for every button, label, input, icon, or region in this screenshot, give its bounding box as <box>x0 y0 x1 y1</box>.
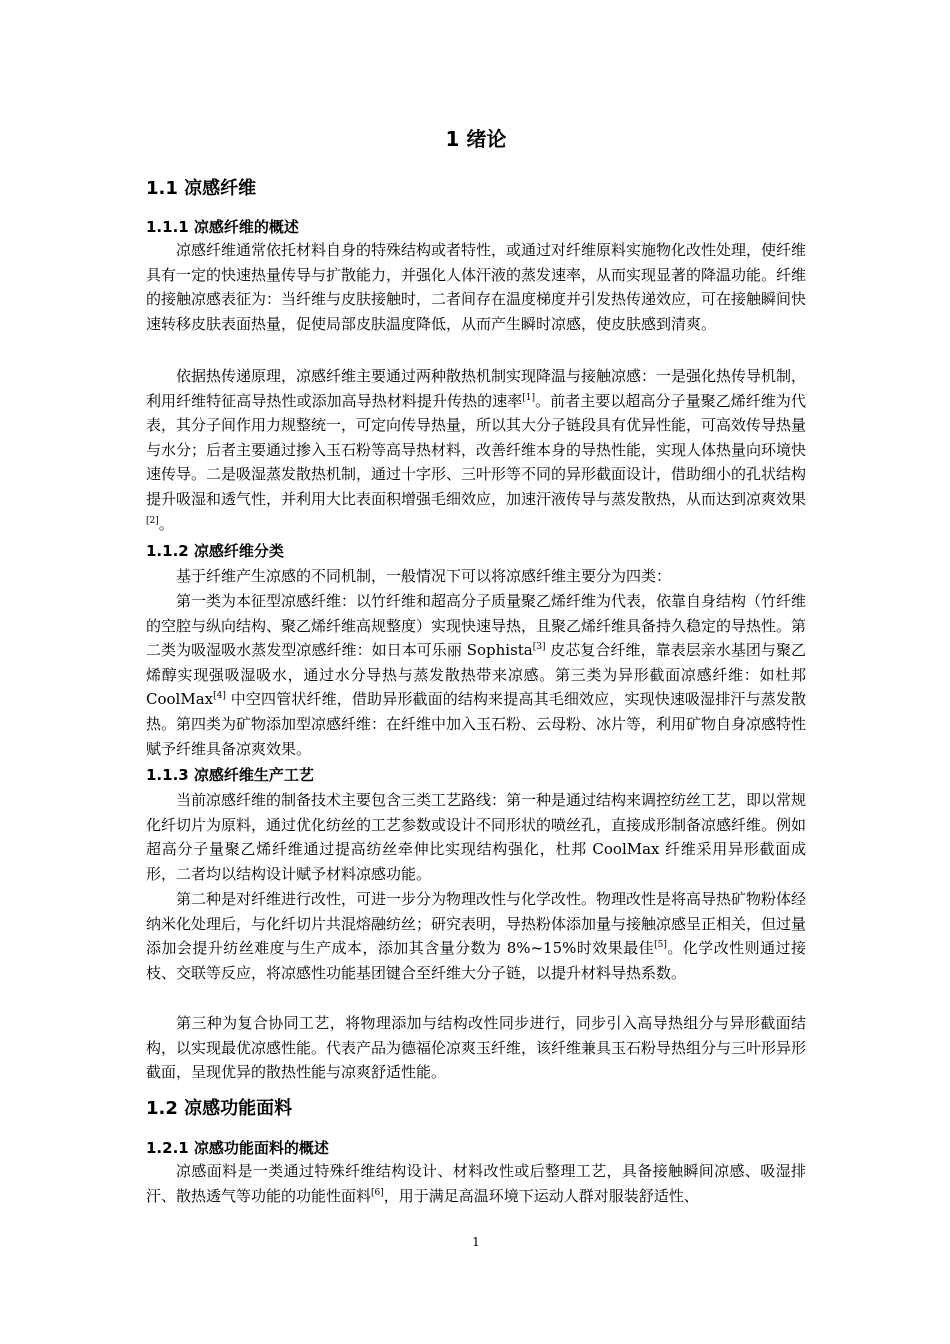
subsection-heading-1-2-1: 1.2.1 凉感功能面料的概述 <box>146 1139 329 1157</box>
paragraph-overview: 凉感纤维通常依托材料自身的特殊结构或者特性，或通过对纤维原料实施物化改性处理，使纤维具有一定的快速热量传导与扩散能力，并强化人体汗液的蒸发速率，从而实现显著的降温功能。纤维的接触凉感表征为：当纤维与皮肤接触时，二者间存在温度梯度并引发热传递效应，可在接触瞬间快速转移皮肤表面热量，促使局部皮肤温度降低，从而产生瞬时凉感，使皮肤感到清爽。 <box>146 241 807 333</box>
paragraph-process-composite: 第三种为复合协同工艺，将物理添加与结构改性同步进行，同步引入高导热组分与异形截面结构，以实现最优凉感性能。代表产品为德福伦凉爽玉纤维，该纤维兼具玉石粉导热组分与三叶形异形截面，呈现优异的散热性能与凉爽舒适性能。 <box>146 1014 807 1082</box>
subsection-heading-1-1-1: 1.1.1 凉感纤维的概述 <box>146 218 299 236</box>
section-heading-1-2: 1.2 凉感功能面料 <box>146 1098 293 1119</box>
chapter-title: 1 绪论 <box>445 127 507 151</box>
subsection-heading-1-1-2: 1.1.2 凉感纤维分类 <box>146 542 284 560</box>
paragraph-process-structure: 当前凉感纤维的制备技术主要包含三类工艺路线：第一种是通过结构来调控纺丝工艺，即以常规化纤切片为原料，通过优化纺丝的工艺参数或设计不同形状的喷丝孔，直接成形制备凉感纤维。例如超高分子量聚乙烯纤维通过提高纺丝牵伸比实现结构强化，杜邦 CoolMax 纤维采用异形截面成形，二者均以结构设计赋予材料凉感功能。 <box>146 791 807 883</box>
citation-6: [6] <box>371 1187 384 1198</box>
paragraph-heat-transfer: 依据热传递原理，凉感纤维主要通过两种散热机制实现降温与接触凉感：一是强化热传导机制，利用纤维特征高导热性或添加高导热材料提升传热的速率[1]。前者主要以超高分子量聚乙烯纤维为代表，其分子间作用力规整统一，可定向传导热量，所以其大分子链段具有优异性能，可高效传导热量与水分；后者主要通过掺入玉石粉等高导热材料，改善纤维本身的导热性能，实现人体热量向环境快速传导。二是吸湿蒸发散热机制，通过十字形、三叶形等不同的异形截面设计，借助细小的孔状结构提升吸湿和透气性，并利用大比表面积增强毛细效应，加速汗液传导与蒸发散热，从而达到凉爽效果[2]。 <box>146 367 807 533</box>
paragraph-fabric-overview: 凉感面料是一类通过特殊纤维结构设计、材料改性或后整理工艺，具备接触瞬间凉感、吸湿排汗、散热透气等功能的功能性面料[6]，用于满足高温环境下运动人群对服装舒适性、 <box>146 1162 806 1205</box>
citation-4: [4] <box>213 691 226 702</box>
citation-2: [2] <box>146 515 159 526</box>
citation-1: [1] <box>522 392 536 403</box>
citation-5: [5] <box>654 940 667 951</box>
citation-3: [3] <box>532 642 546 653</box>
page-number: 1 <box>472 1235 480 1249</box>
section-heading-1-1: 1.1 凉感纤维 <box>146 178 257 199</box>
subsection-heading-1-1-3: 1.1.3 凉感纤维生产工艺 <box>146 766 314 784</box>
paragraph-process-modification: 第二种是对纤维进行改性，可进一步分为物理改性与化学改性。物理改性是将高导热矿物粉体经纳米化处理后，与化纤切片共混熔融纺丝；研究表明，导热粉体添加量与接触凉感呈正相关，但过量添加会提升纺丝难度与生产成本，添加其含量分数为 8%~15%时效果最佳[5]。化学改性则通过接枝、交联等反应，将凉感性功能基团键合至纤维大分子链，以提升材料导热系数。 <box>146 890 807 982</box>
paragraph-classification-intro: 基于纤维产生凉感的不同机制，一般情况下可以将凉感纤维主要分为四类： <box>176 567 672 585</box>
paragraph-classification-types: 第一类为本征型凉感纤维：以竹纤维和超高分子质量聚乙烯纤维为代表，依靠自身结构（竹纤维的空腔与纵向结构、聚乙烯纤维高规整度）实现快速导热，且聚乙烯纤维具备持久稳定的导热性。第二类为吸湿吸水蒸发型凉感纤维：如日本可乐丽 Sophista[3] 皮芯复合纤维，靠表层亲水基团与聚乙烯醇实现强吸湿吸水，通过水分导热与蒸发散热带来凉感。第三类为异形截面凉感纤维：如杜邦 CoolMax[4] 中空四管状纤维，借助异形截面的结构来提高其毛细效应，实现快速吸湿排汗与蒸发散热。第四类为矿物添加型凉感纤维：在纤维中加入玉石粉、云母粉、冰片等，利用矿物自身凉感特性赋予纤维具备凉爽效果。 <box>146 592 807 758</box>
